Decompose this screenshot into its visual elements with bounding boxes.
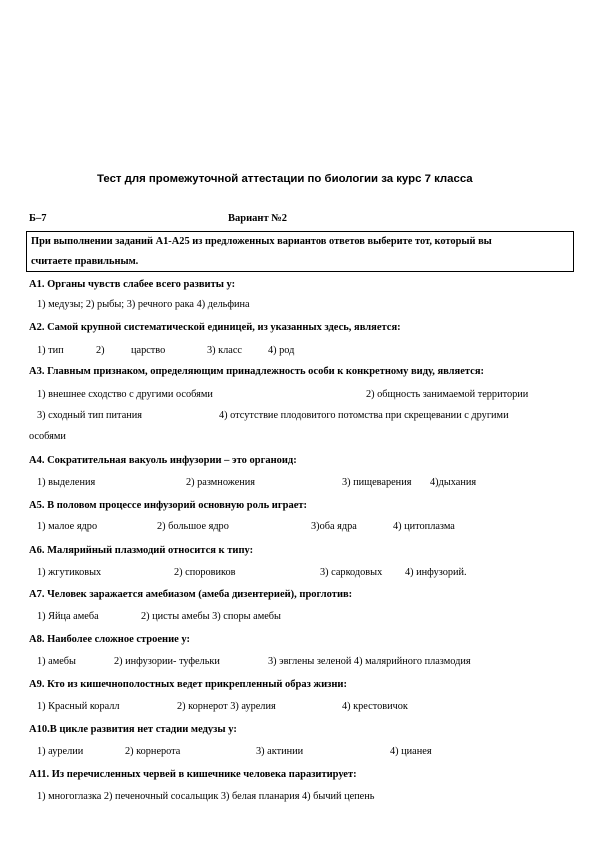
answer-option: 2) bbox=[96, 345, 105, 356]
question-9: А9. Кто из кишечнополостных ведет прикрепленный образ жизни: bbox=[29, 679, 347, 690]
question-6: А6. Малярийный плазмодий относится к типу: bbox=[29, 545, 254, 556]
answer-option: 3) класс bbox=[207, 345, 243, 356]
answer-option: 3) актинии bbox=[256, 746, 304, 757]
question-1: А1. Органы чувств слабее всего развиты у: bbox=[29, 279, 236, 290]
answer-option: 2) размножения bbox=[186, 477, 256, 488]
answer-option: 3) саркодовых bbox=[320, 567, 383, 578]
answer-option: 1) аурелии bbox=[37, 746, 84, 757]
answer-option: царство bbox=[131, 345, 166, 356]
answer-option: 2) корнерот 3) аурелия bbox=[177, 701, 276, 712]
answer-option: 4) цитоплазма bbox=[393, 521, 455, 532]
instructions-line: считаете правильным. bbox=[31, 256, 139, 267]
answer-option: 1) Яйца амеба bbox=[37, 611, 99, 622]
answer-option: 2) цисты амебы 3) споры амебы bbox=[141, 611, 281, 622]
answer-option: 1) внешнее сходство с другими особями bbox=[37, 389, 213, 400]
question-5: А5. В половом процессе инфузорий основную роль играет: bbox=[29, 500, 308, 511]
answer-option: 4)дыхания bbox=[430, 477, 477, 488]
answer-option: 2) большое ядро bbox=[157, 521, 229, 532]
answer-option: 2) инфузории- туфельки bbox=[114, 656, 220, 667]
question-3: А3. Главным признаком, определяющим принадлежность особи к конкретному виду, является: bbox=[29, 366, 485, 377]
answer-option: 1) тип bbox=[37, 345, 64, 356]
answer-option: 4) род bbox=[268, 345, 295, 356]
answer-option: 1) Красный коралл bbox=[37, 701, 120, 712]
answer-option: 2) корнерота bbox=[125, 746, 181, 757]
grade-label: Б–7 bbox=[29, 213, 47, 224]
question-7: А7. Человек заражается амебиазом (амеба дизентерией), проглотив: bbox=[29, 589, 353, 600]
answer-option: особями bbox=[29, 431, 66, 442]
question-2: А2. Самой крупной систематической единицей, из указанных здесь, является: bbox=[29, 322, 401, 333]
answer-option: 4) цианея bbox=[390, 746, 432, 757]
answer-option: 2) общность занимаемой территории bbox=[366, 389, 529, 400]
answer-option: 3) эвглены зеленой 4) малярийного плазмодия bbox=[268, 656, 471, 667]
answer-option: 4) инфузорий. bbox=[405, 567, 467, 578]
answer-option: 1) малое ядро bbox=[37, 521, 98, 532]
instructions-box bbox=[26, 231, 574, 272]
question-8: А8. Наиболее сложное строение у: bbox=[29, 634, 191, 645]
question-10: А10.В цикле развития нет стадии медузы у: bbox=[29, 724, 237, 735]
answer-option: 1) выделения bbox=[37, 477, 96, 488]
question-11: А11. Из перечисленных червей в кишечнике человека паразитирует: bbox=[29, 769, 357, 780]
variant-label: Вариант №2 bbox=[228, 213, 288, 224]
answer-option: 4) крестовичок bbox=[342, 701, 408, 712]
answer-option: 1) многоглазка 2) печеночный сосальщик 3) белая планария 4) бычий цепень bbox=[37, 791, 375, 802]
answer-option: 3) пищеварения bbox=[342, 477, 412, 488]
question-4: А4. Сократительная вакуоль инфузории – это органоид: bbox=[29, 455, 297, 466]
answer-option: 3) сходный тип питания bbox=[37, 410, 143, 421]
answer-option: 2) споровиков bbox=[174, 567, 236, 578]
answer-option: 1) амебы bbox=[37, 656, 76, 667]
answer-option: 1) жгутиковых bbox=[37, 567, 102, 578]
instructions-line: При выполнении заданий А1-А25 из предложенных вариантов ответов выберите тот, который вы bbox=[31, 236, 492, 247]
answer-option: 1) медузы; 2) рыбы; 3) речного рака 4) дельфина bbox=[37, 299, 250, 310]
answer-option: 4) отсутствие плодовитого потомства при скрещевании с другими bbox=[219, 410, 509, 421]
page-title: Тест для промежуточной аттестации по биологии за курс 7 класса bbox=[97, 173, 473, 185]
answer-option: 3)оба ядра bbox=[311, 521, 357, 532]
